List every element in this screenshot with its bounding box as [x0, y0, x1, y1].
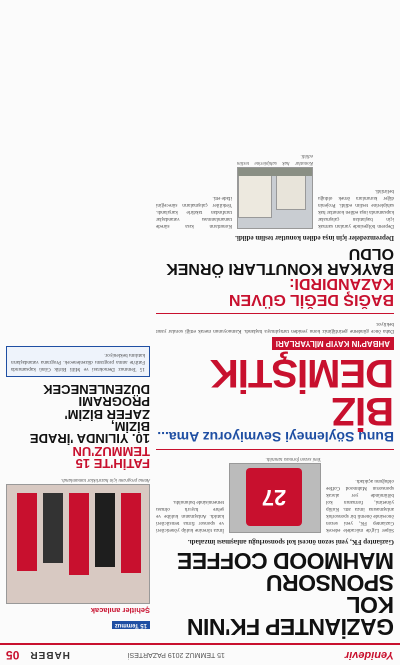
story4-tag: 15 Temmuz — [112, 621, 150, 629]
story4-caption: Anma programı için hazırlıklar tamamlandı. — [60, 477, 150, 482]
story3-headline-line2: BAYKAR KONUTLARI ÖRNEK OLDU — [166, 244, 394, 278]
story4-headline-line4: DÜZENLENECEK — [43, 381, 150, 397]
story4-body: 15 Temmuz Demokrasi ve Milli Birlik Günü kapsamında Fatih'te anma programı düzenlenecek. Programa vatandaşların katılımı bekleniyor. — [11, 351, 145, 372]
story3-lead: Depremzedeler için inşa edilen konutlar teslim edildi. — [235, 233, 394, 242]
story2-headline: Bunu Söylemeyi Sevmiyoruz Ama... — [157, 428, 394, 445]
story-gaziantep — [156, 455, 394, 640]
jersey-number: 27 — [246, 468, 302, 526]
story4-subtitle: Şehitler anılacak — [90, 606, 150, 615]
story1-lead: Gaziantep FK, yeni sezon öncesi kol sponsorluğu anlaşması imzaladı. — [187, 537, 394, 546]
issue-date: 15 TEMMUZ 2019 PAZARTESİ — [127, 651, 225, 659]
story2-kicker: AHBAP'IN KAYIP MİLYARLARI — [272, 337, 394, 350]
newspaper-logo: Yenidevir — [344, 649, 394, 661]
story4-headline-line2: 10. YILINDA 'İRADE BİZİM, — [29, 418, 150, 447]
story4-headline — [6, 383, 150, 469]
story1-caption: Yeni sezon forması tanıtıldı. — [265, 455, 321, 461]
story4-body-box — [6, 346, 150, 377]
masthead — [0, 643, 400, 665]
section-label: HABER — [29, 649, 70, 661]
story1-body2: İmza törenine kulüp yöneticileri ve sponsor firma temsilcileri katıldı. Anlaşmanın kulübe ve şehre hayırlı olması temennisinde bulunuldu. — [156, 498, 224, 533]
left-column — [156, 152, 394, 640]
page-number: 05 — [6, 648, 20, 662]
divider — [156, 449, 394, 450]
story3-caption: Konutlar hak sahiplerine teslim edildi. — [237, 153, 313, 166]
ceremony-photo — [6, 484, 150, 604]
story-baykar — [156, 152, 394, 307]
story3-body2: Konutların kısa sürede tamamlanması vatandaşlar tarafından takdirle karşılandı. Yetkililer çalışmaların süreceğini ifade etti. — [156, 194, 232, 230]
story2-body: Daha önce gündeme getirdiğimiz konu yeniden tartışılmaya başlandı. Kamuoyunun merak ettiği sorular yanıt bekliyor. — [156, 320, 394, 334]
divider — [156, 313, 394, 314]
story1-body1: Süper Lig'de mücadele edecek Gaziantep FK, yeni sezon öncesinde önemli bir sponsorluk anlaşmasına imza attı. Kulüp yönetimi, formanın kol bölümünde yer alacak sponsorun Mahmood Coffee olduğunu açıkladı. — [326, 477, 394, 533]
story1-headline-line1: GAZİANTEP FK'NIN KOL — [187, 592, 394, 640]
story-biz-demistik — [156, 320, 394, 443]
jersey-photo — [229, 463, 321, 533]
story1-headline-line2: SPONSORU MAHMOOD COFFEE — [177, 548, 394, 597]
story3-body — [156, 152, 394, 230]
story4-headline-line3: ZAFER BİZİM' PROGRAMI — [64, 394, 150, 422]
story3-body1: Deprem bölgesinde yaraları sarmak için başlatılan çalışmalar kapsamında inşa edilen konutlar hak sahiplerine teslim edildi. Projenin diğer kurumlara örnek olduğu belirtildi. — [318, 187, 394, 230]
story4-headline-line1: FATİH'TE 15 TEMMUZ'UN — [72, 443, 150, 471]
housing-photo — [237, 167, 313, 229]
right-column — [6, 346, 150, 637]
story2-big-headline: BİZ DEMİŞTİK — [210, 350, 394, 433]
story3-headline-line1: BAĞIŞ DEĞİL GÜVEN KAZANDIRDI: — [228, 275, 394, 308]
